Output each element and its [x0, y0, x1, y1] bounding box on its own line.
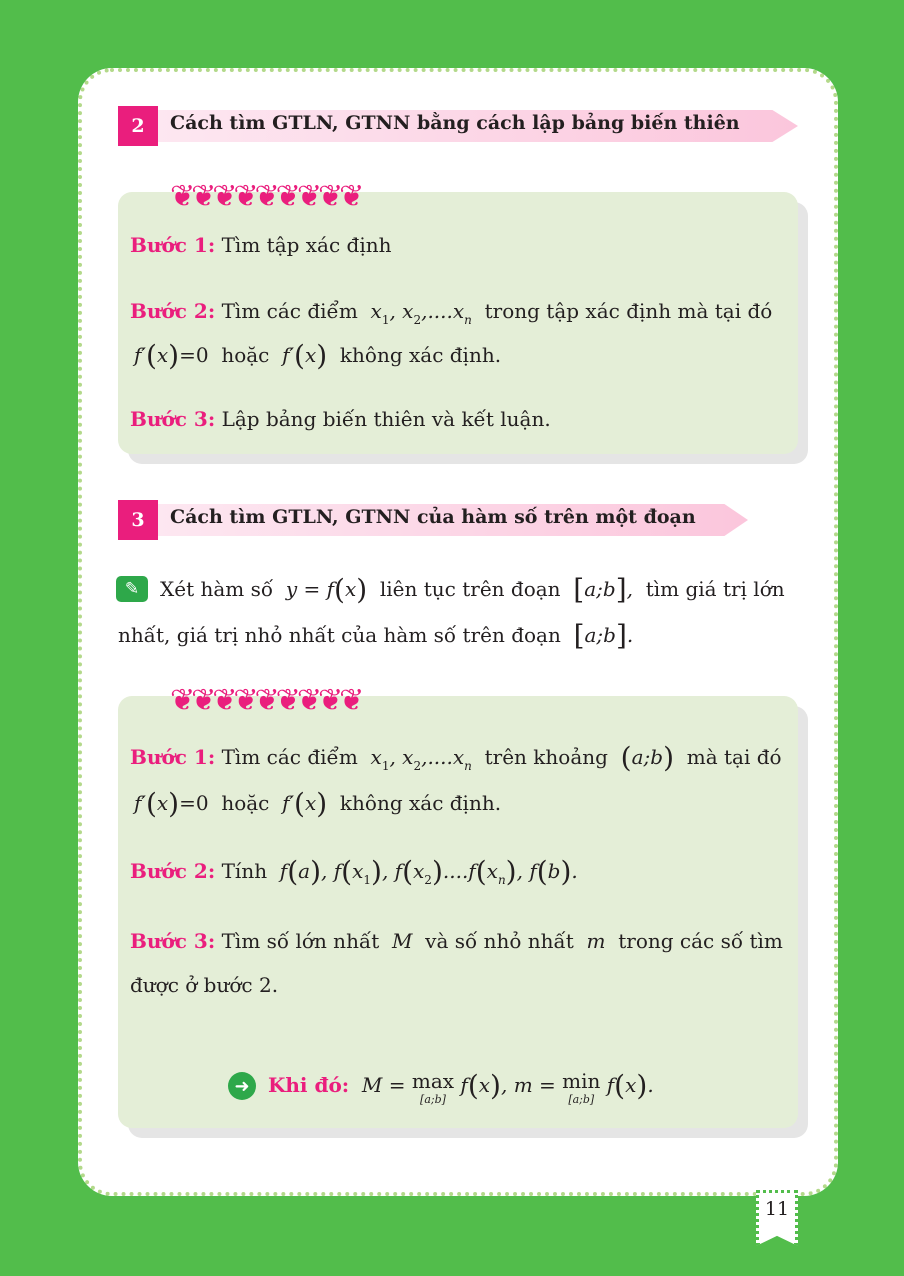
intro-text: Xét hàm số	[160, 577, 274, 601]
section-3-step-1	[130, 742, 782, 781]
section-3-step-3-cont	[130, 970, 278, 1000]
step-text: Tìm các điểm	[221, 745, 358, 769]
step-label: Bước 3:	[130, 929, 216, 953]
section-3-title: Cách tìm GTLN, GTNN của hàm số trên một đoạn	[170, 506, 696, 528]
swirl-decoration-icon: ❦❦❦❦❦❦❦❦❦	[170, 683, 361, 718]
section-3-step-3	[130, 926, 783, 956]
formula: f′(x)	[275, 339, 328, 372]
step-text: hoặc	[221, 791, 270, 815]
step-label: Bước 1:	[130, 233, 216, 257]
step-label: Bước 1:	[130, 745, 216, 769]
formula: f′(x)=0	[134, 339, 209, 372]
formula: M = max [a;b] f(x), m = min [a;b] f(x).	[355, 1069, 654, 1106]
step-text: trong các số tìm	[618, 929, 783, 953]
section-2-step-3	[130, 404, 551, 434]
formula: [a;b].	[573, 619, 634, 652]
section-2-step-2	[130, 296, 772, 335]
formula: m	[580, 929, 612, 953]
step-text: Tìm số lớn nhất	[221, 929, 380, 953]
min-operator: min [a;b]	[562, 1069, 601, 1106]
section-2-step-1	[130, 230, 392, 260]
intro-text: liên tục trên đoạn	[379, 577, 561, 601]
pencil-icon: ✎	[116, 576, 148, 602]
intro-text: tìm giá trị lớn	[645, 577, 785, 601]
section-3-intro-line-1	[160, 574, 785, 605]
section-2-number: 2	[118, 106, 158, 146]
formula: $x_1$, $x_2,....x_n$	[364, 745, 472, 773]
conclusion-label: Khi đó:	[268, 1073, 350, 1097]
arrow-right-icon: ➜	[228, 1072, 256, 1100]
step-label: Bước 2:	[130, 299, 216, 323]
section-2-title: Cách tìm GTLN, GTNN bằng cách lập bảng biến thiên	[170, 112, 740, 134]
formula: f′(x)	[275, 787, 328, 820]
formula: f(a), $f(x_1)$, $f(x_2)....f(x_n)$, f(b).	[273, 855, 578, 888]
step-text: trong tập xác định mà tại đó	[484, 299, 773, 323]
step-text: Tính	[221, 859, 268, 883]
step-text: trên khoảng	[484, 745, 608, 769]
step-text: hoặc	[221, 343, 270, 367]
step-text: được ở bước 2.	[130, 973, 279, 997]
step-text: Tìm các điểm	[221, 299, 358, 323]
step-text: Lập bảng biến thiên và kết luận.	[221, 407, 551, 431]
step-text: Tìm tập xác định	[221, 233, 392, 257]
formula: y = f(x)	[279, 573, 368, 606]
max-operator: max [a;b]	[411, 1069, 455, 1106]
step-label: Bước 2:	[130, 859, 216, 883]
step-text: không xác định.	[339, 791, 502, 815]
step-text: và số nhỏ nhất	[425, 929, 574, 953]
formula: f′(x)=0	[134, 787, 209, 820]
step-label: Bước 3:	[130, 407, 216, 431]
formula: [a;b],	[573, 573, 640, 606]
section-3-conclusion	[268, 1070, 654, 1108]
step-text: không xác định.	[339, 343, 502, 367]
page-number: 11	[764, 1198, 790, 1220]
formula: M	[385, 929, 419, 953]
section-3-intro-line-2	[118, 620, 633, 651]
formula: (a;b)	[620, 741, 675, 774]
formula: $x_1$, $x_2,....x_n$	[364, 299, 472, 327]
section-3-header	[118, 500, 798, 540]
section-3-number: 3	[118, 500, 158, 540]
step-text: mà tại đó	[686, 745, 782, 769]
section-3-step-2	[130, 856, 578, 895]
section-2-header	[118, 106, 798, 146]
swirl-decoration-icon: ❦❦❦❦❦❦❦❦❦	[170, 179, 361, 214]
section-3-step-1-cont	[134, 788, 501, 819]
intro-text: nhất, giá trị nhỏ nhất của hàm số trên đoạn	[118, 623, 561, 647]
section-2-step-2-cont	[134, 340, 501, 371]
